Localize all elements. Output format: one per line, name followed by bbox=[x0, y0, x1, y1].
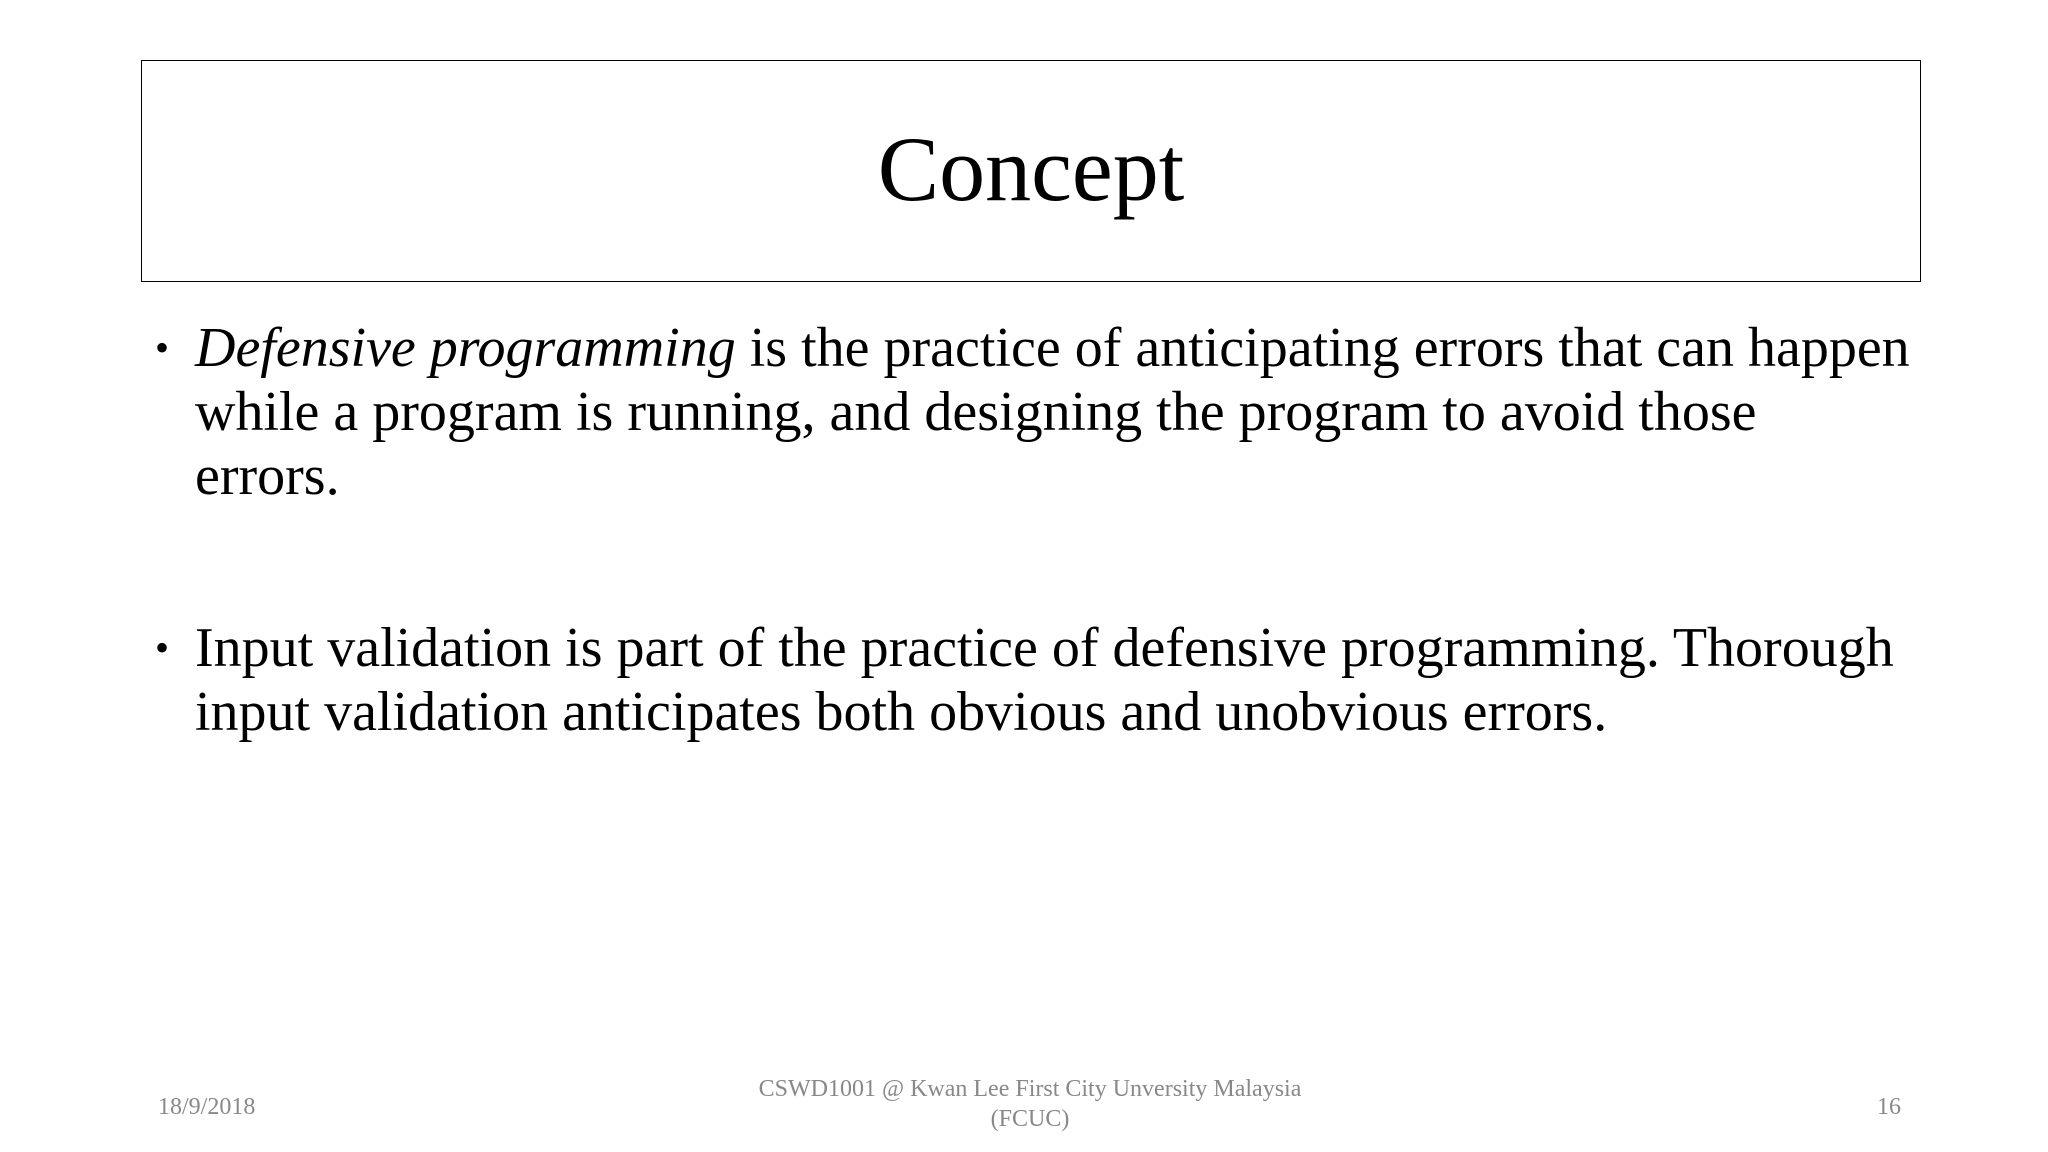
slide-title-box bbox=[141, 60, 1921, 282]
bullet-list bbox=[155, 316, 1915, 744]
footer-course-info bbox=[700, 1074, 1360, 1134]
bullet-text: Input validation is part of the practice of defensive programming. Thorough input validation anticipates both obvious and unobvious errors. bbox=[195, 617, 1894, 743]
footer-date: 18/9/2018 bbox=[158, 1094, 256, 1120]
footer-course-line2: (FCUC) bbox=[990, 1106, 1070, 1132]
bullet-marker: • bbox=[155, 625, 170, 670]
bullet-text: is the practice of anticipating errors that can happen while a program is running, and designing the program to avoid those errors. bbox=[195, 317, 1910, 507]
footer-page-number: 16 bbox=[1877, 1094, 1901, 1120]
bullet-item bbox=[155, 316, 1915, 508]
bullet-item bbox=[155, 616, 1915, 744]
slide-title: Concept bbox=[877, 118, 1185, 220]
footer-course-line1: CSWD1001 @ Kwan Lee First City Unversity Malaysia bbox=[758, 1076, 1302, 1102]
bullet-marker: • bbox=[155, 325, 170, 370]
bullet-emphasis: Defensive programming bbox=[195, 317, 736, 379]
